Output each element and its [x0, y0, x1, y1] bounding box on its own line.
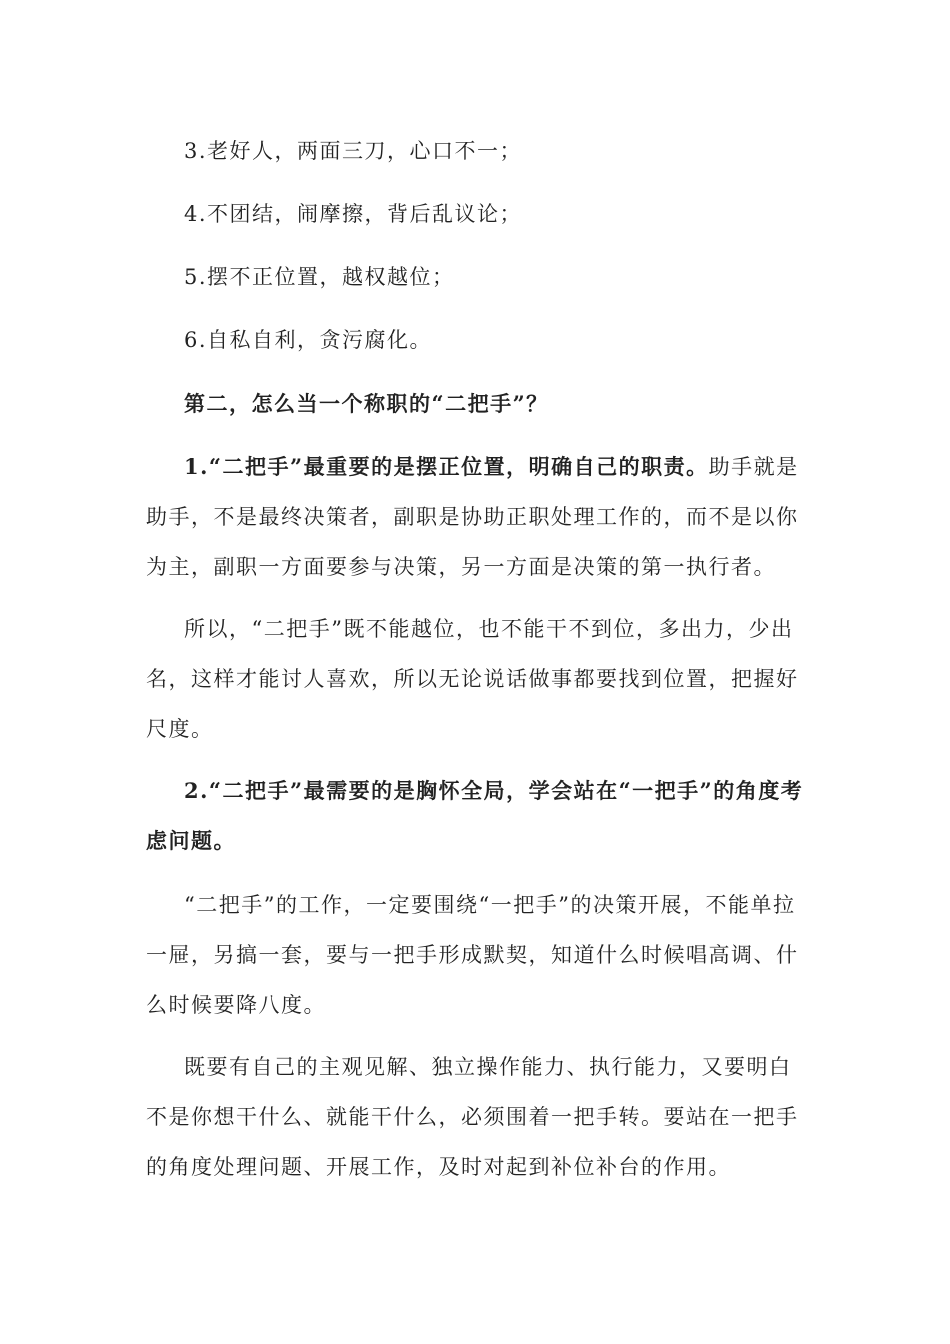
point-1-heading: 1.“二把手”最重要的是摆正位置，明确自己的职责。: [184, 454, 709, 479]
paragraph: 既要有自己的主观见解、独立操作能力、执行能力，又要明白不是你想干什么、就能干什么，必须围着一把手转。要站在一把手的角度处理问题、开展工作，及时对起到补位补台的作用。: [146, 1055, 799, 1179]
paragraph: “二把手”的工作，一定要围绕“一把手”的决策开展，不能单拉一屉，另搞一套，要与一把手形成默契，知道什么时候唱高调、什么时候要降八度。: [146, 893, 799, 1017]
paragraph: 所以，“二把手”既不能越位，也不能干不到位，多出力，少出名，这样才能讨人喜欢，所以无论说话做事都要找到位置，把握好尺度。: [146, 617, 799, 741]
point-1-paragraph: [146, 442, 812, 592]
list-item: 6.自私自利，贪污腐化。: [184, 328, 433, 352]
point-2-heading: 2.“二把手”最需要的是胸怀全局，学会站在“一把手”的角度考虑问题。: [146, 778, 804, 853]
list-item: 4.不团结，闹摩擦，背后乱议论；: [184, 202, 523, 226]
section-heading: 第二，怎么当一个称职的“二把手”？: [184, 391, 549, 416]
point-1-text: 助手就是助手，不是最终决策者，副职是协助正职处理工作的，而不是以你为主，副职一方面要参与决策，另一方面是决策的第一执行者。: [146, 455, 799, 579]
list-item: 5.摆不正位置，越权越位；: [184, 265, 455, 289]
list-item: 3.老好人，两面三刀，心口不一；: [184, 139, 523, 163]
